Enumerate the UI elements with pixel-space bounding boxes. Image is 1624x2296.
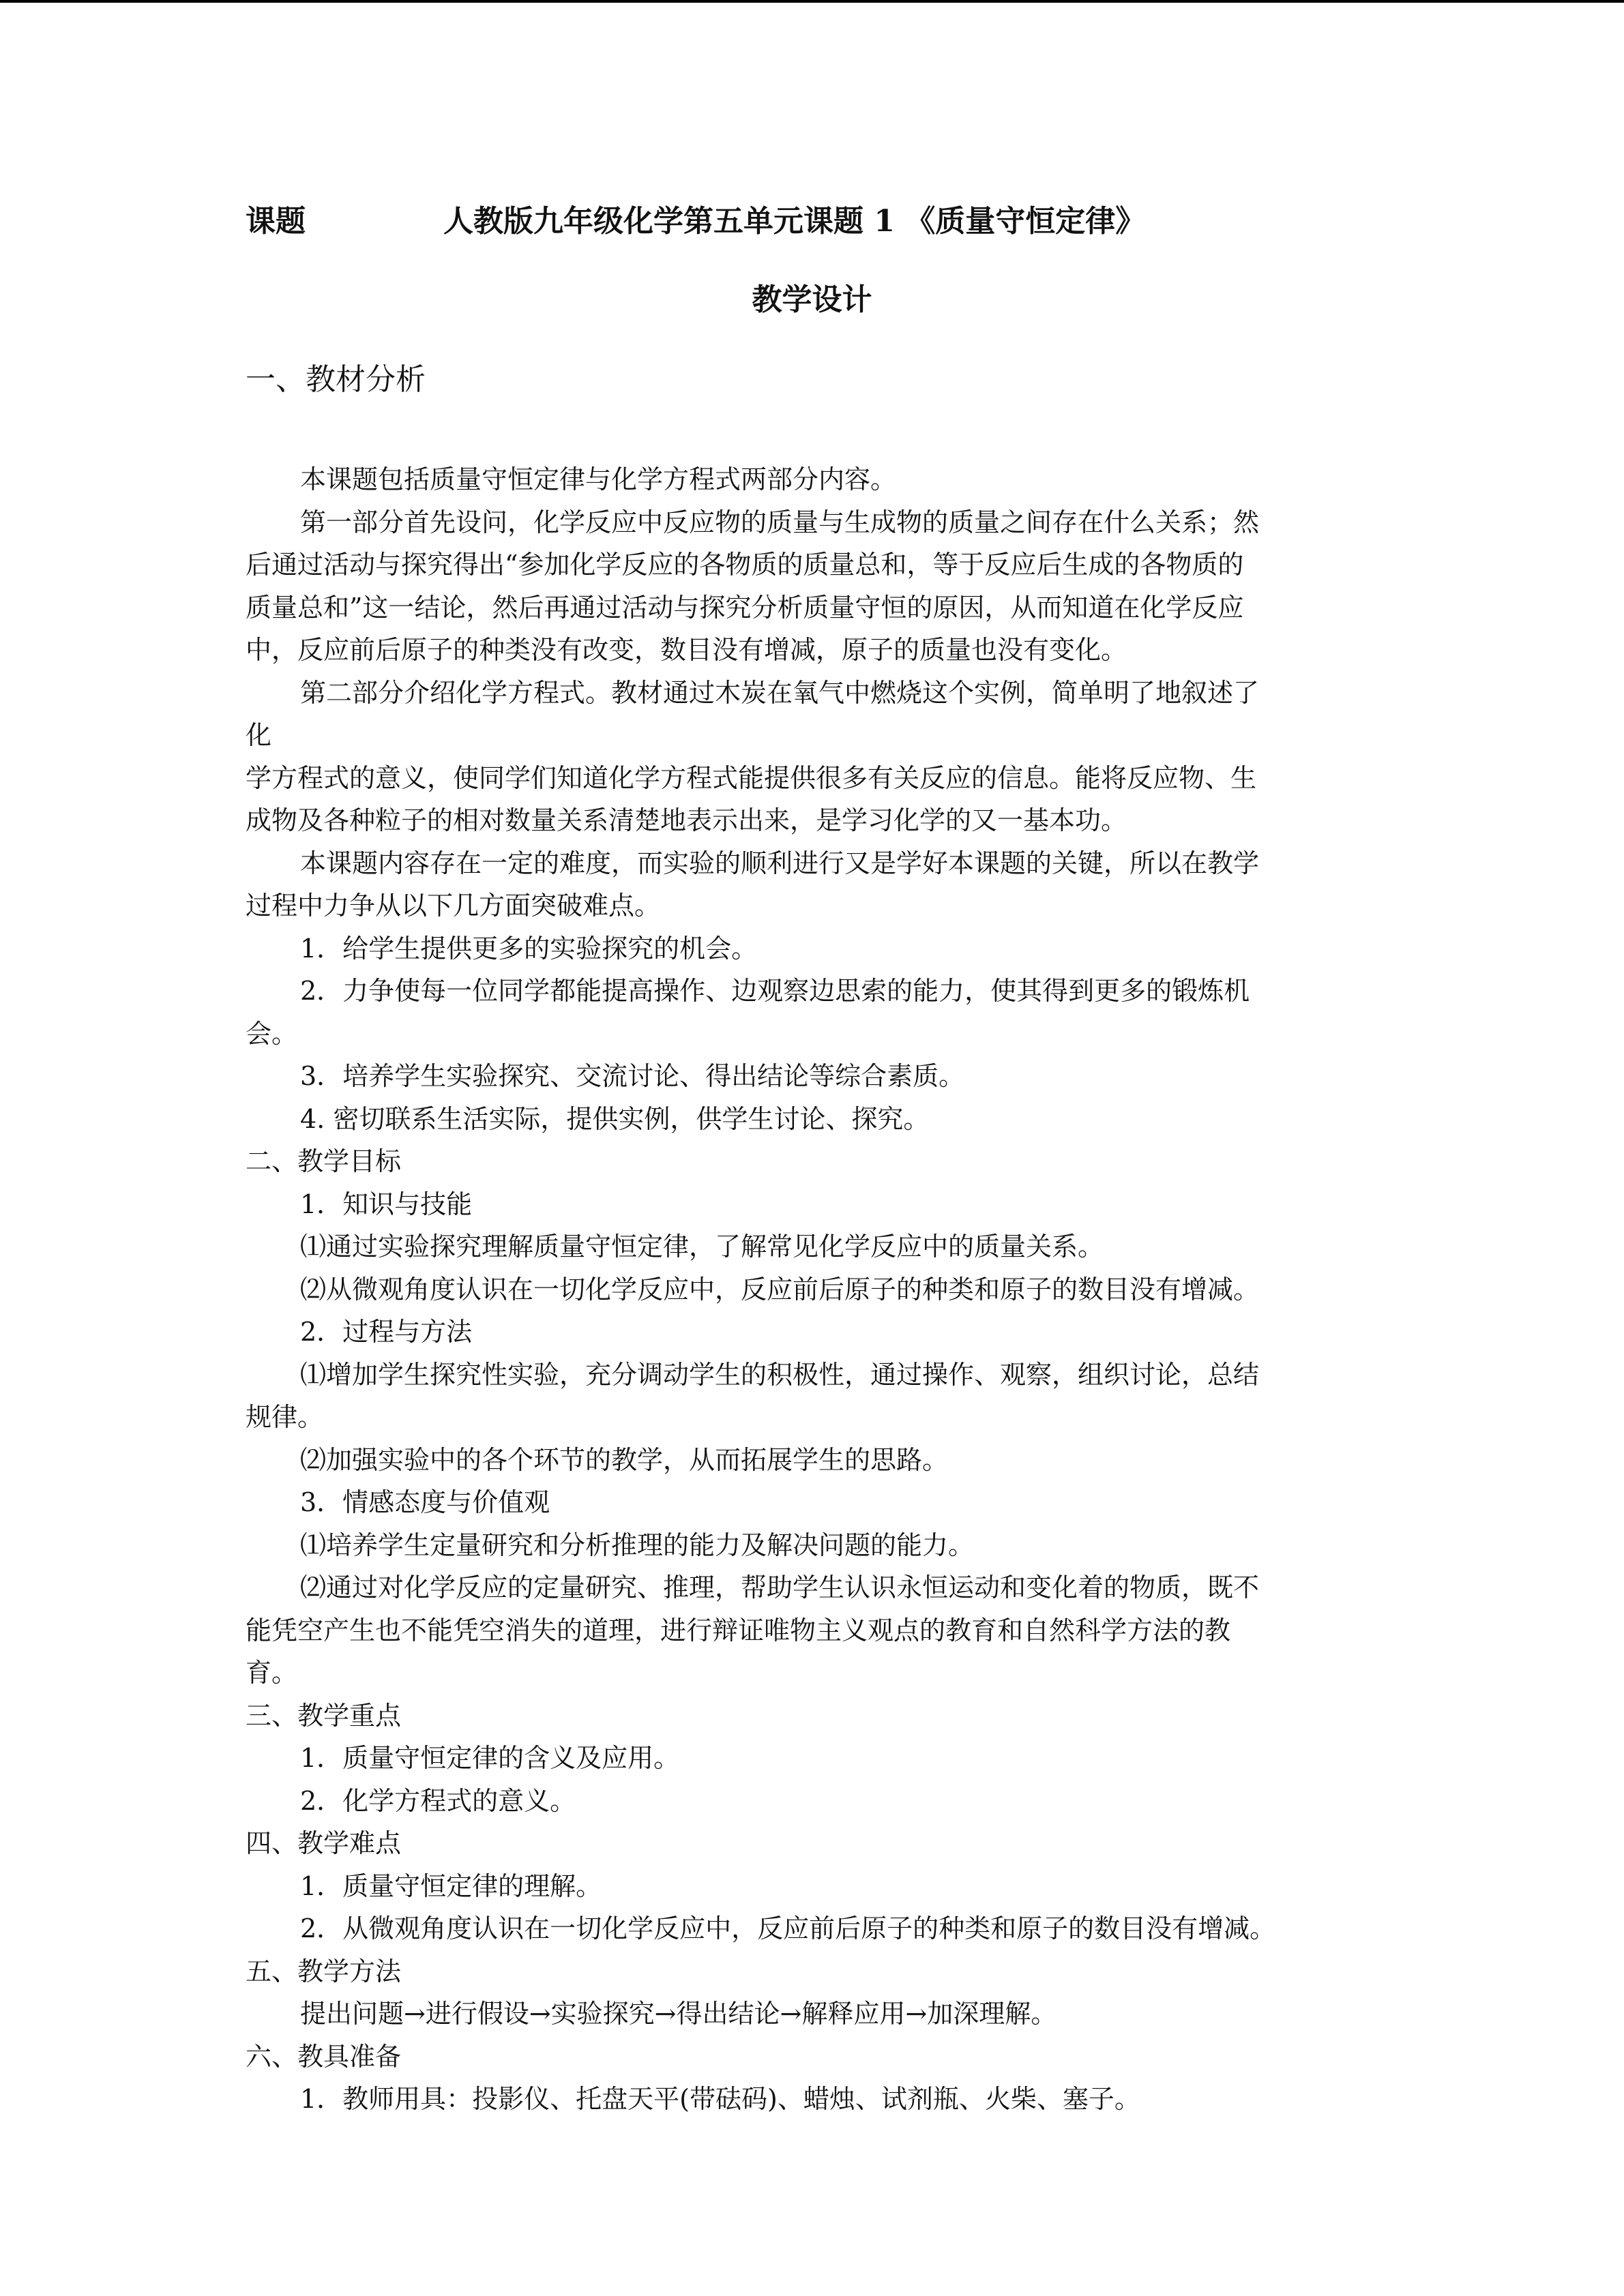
list-item-continuation: 会。	[246, 1018, 298, 1049]
list-item-continuation: 育。	[246, 1658, 298, 1688]
document-body	[246, 356, 1385, 2121]
list-item: ⑴通过实验探究理解质量守恒定律，了解常见化学反应中的质量关系。	[300, 1232, 1104, 1262]
section-heading-materials: 六、教具准备	[246, 2041, 402, 2072]
list-item: ⑵通过对化学反应的定量研究、推理，帮助学生认识永恒运动和变化着的物质，既不	[300, 1572, 1260, 1602]
subheading: 1．知识与技能	[300, 1189, 473, 1219]
section-heading-difficulties: 四、教学难点	[246, 1828, 402, 1858]
section-heading-teaching-objectives: 二、教学目标	[246, 1146, 402, 1176]
list-item: 1．质量守恒定律的理解。	[300, 1870, 602, 1901]
list-item: 2．从微观角度认识在一切化学反应中，反应前后原子的种类和原子的数目没有增减。	[300, 1913, 1276, 1943]
title-row	[246, 198, 1405, 245]
paragraph-line: 第一部分首先设问，化学反应中反应物的质量与生成物的质量之间存在什么关系；然	[300, 507, 1260, 537]
paragraph-line: 本课题包括质量守恒定律与化学方程式两部分内容。	[300, 464, 897, 494]
list-item: ⑴培养学生定量研究和分析推理的能力及解决问题的能力。	[300, 1530, 975, 1560]
section-heading-key-points: 三、教学重点	[246, 1700, 402, 1731]
subheading: 3．情感态度与价值观	[300, 1487, 550, 1517]
section-heading-textbook-analysis: 一、教材分析	[246, 362, 426, 397]
list-item: 4. 密切联系生活实际，提供实例，供学生讨论、探究。	[300, 1103, 930, 1134]
list-item: ⑵加强实验中的各个环节的教学，从而拓展学生的思路。	[300, 1444, 949, 1475]
page-title: 人教版九年级化学第五单元课题 1 《质量守恒定律》	[443, 204, 1146, 239]
paragraph-line: 学方程式的意义，使同学们知道化学方程式能提供很多有关反应的信息。能将反应物、生	[246, 762, 1257, 793]
paragraph-line: 成物及各种粒子的相对数量关系清楚地表示出来，是学习化学的又一基本功。	[246, 805, 1127, 835]
paragraph-line: 后通过活动与探究得出“参加化学反应的各物质的质量总和，等于反应后生成的各物质的	[246, 550, 1244, 580]
list-item-continuation: 能凭空产生也不能凭空消失的道理，进行辩证唯物主义观点的教育和自然科学方法的教	[246, 1615, 1231, 1645]
list-item: 2．化学方程式的意义。	[300, 1785, 576, 1816]
list-item: 3．培养学生实验探究、交流讨论、得出结论等综合素质。	[300, 1061, 965, 1091]
list-item: 1．教师用具：投影仪、托盘天平(带砝码)、蜡烛、试剂瓶、火柴、塞子。	[300, 2084, 1140, 2114]
paragraph-line: 中，反应前后原子的种类没有改变，数目没有增减，原子的质量也没有变化。	[246, 635, 1127, 665]
top-border-line	[0, 0, 1624, 3]
paragraph-line: 第二部分介绍化学方程式。教材通过木炭在氧气中燃烧这个实例，简单明了地叙述了	[300, 677, 1260, 708]
paragraph-line: 化	[246, 720, 272, 750]
list-item: ⑵从微观角度认识在一切化学反应中，反应前后原子的种类和原子的数目没有增减。	[300, 1274, 1260, 1304]
section-heading-teaching-methods: 五、教学方法	[246, 1956, 402, 1986]
page-subtitle: 教学设计	[752, 282, 872, 317]
paragraph-line: 质量总和”这一结论，然后再通过活动与探究分析质量守恒的原因，从而知道在化学反应	[246, 592, 1244, 623]
paragraph-line: 本课题内容存在一定的难度，而实验的顺利进行又是学好本课题的关键，所以在教学	[300, 848, 1260, 878]
subheading: 2．过程与方法	[300, 1317, 473, 1347]
list-item-continuation: 规律。	[246, 1402, 324, 1432]
topic-label: 课题	[246, 204, 306, 239]
paragraph-line: 过程中力争从以下几方面突破难点。	[246, 891, 661, 921]
list-item: 1．质量守恒定律的含义及应用。	[300, 1743, 680, 1773]
method-flow: 提出问题→进行假设→实验探究→得出结论→解释应用→加深理解。	[300, 1999, 1057, 2029]
list-item: 2．力争使每一位同学都能提高操作、边观察边思索的能力，使其得到更多的锻炼机	[300, 976, 1250, 1006]
list-item: 1．给学生提供更多的实验探究的机会。	[300, 933, 758, 964]
list-item: ⑴增加学生探究性实验，充分调动学生的积极性，通过操作、观察，组织讨论，总结	[300, 1359, 1260, 1390]
